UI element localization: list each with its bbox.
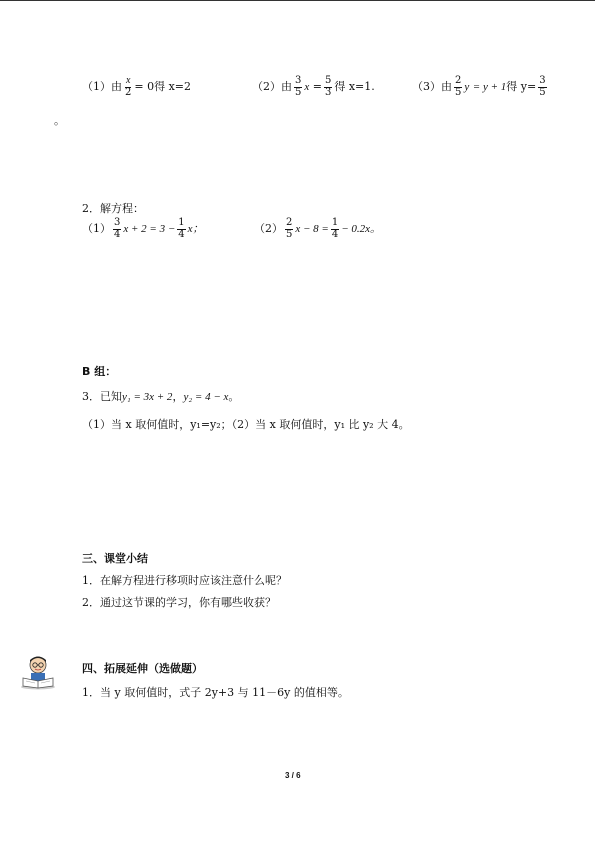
q1-part2-equals: = bbox=[312, 80, 322, 93]
fraction-denominator: 3 bbox=[324, 86, 332, 98]
page-number: 3 / 6 bbox=[285, 771, 301, 780]
fraction-numerator: x bbox=[125, 75, 131, 86]
q1-part3-variable: y bbox=[464, 81, 470, 93]
q3-parts: （1）当 x 取何值时，y₁=y₂；（2）当 x 取何值时，y₁ 比 y₂ 大 4。 bbox=[82, 418, 410, 431]
q2-part2-prefix: （2） bbox=[254, 222, 283, 235]
q2-part2 bbox=[254, 218, 381, 240]
fraction-numerator: 2 bbox=[286, 217, 293, 228]
q1-part2-prefix: （2）由 bbox=[252, 80, 292, 93]
q2-part2-fraction2 bbox=[331, 218, 339, 240]
fraction-denominator: 5 bbox=[286, 228, 293, 240]
summary-item-2: 2．通过这节课的学习，你有哪些收获？ bbox=[82, 596, 276, 609]
q1-part1-prefix: （1）由 bbox=[82, 80, 122, 93]
q2-part2-end: − 0.2x。 bbox=[341, 223, 382, 235]
q2-title: 2．解方程： bbox=[82, 202, 144, 215]
summary-item-1: 1．在解方程进行移项时应该注意什么呢？ bbox=[82, 574, 287, 587]
q3-prefix: 3．已知 bbox=[82, 390, 122, 403]
q3-separator: ， bbox=[172, 390, 184, 403]
q1-part2 bbox=[252, 76, 375, 98]
q1-part1-fraction bbox=[124, 76, 132, 98]
q1-part3-fraction2 bbox=[538, 76, 546, 98]
q2-part1-end: x； bbox=[187, 223, 204, 235]
fraction-denominator: 4 bbox=[114, 228, 121, 240]
fraction-denominator: 5 bbox=[455, 86, 462, 98]
fraction-denominator: 5 bbox=[295, 86, 302, 98]
fraction-numerator: 1 bbox=[331, 217, 339, 228]
q1-part1-equals: = 0 bbox=[134, 80, 155, 93]
q2-part1-expression: x + 2 = 3 − bbox=[123, 223, 176, 235]
q2-part1 bbox=[82, 218, 204, 240]
q2-part2-expression: x − 8 = bbox=[295, 223, 329, 235]
q1-part3-suffix: 得 y= bbox=[506, 80, 537, 93]
q2-part1-fraction bbox=[113, 218, 121, 240]
fraction-denominator: 5 bbox=[539, 86, 546, 98]
q1-part2-variable: x bbox=[304, 81, 310, 93]
fraction-denominator: 4 bbox=[331, 228, 339, 240]
group-b-title: B 组： bbox=[82, 365, 117, 378]
q1-part2-fraction bbox=[294, 76, 302, 98]
q1-part3-fraction bbox=[454, 76, 462, 98]
fraction-denominator: 4 bbox=[178, 228, 185, 240]
summary-title: 三、课堂小结 bbox=[82, 552, 148, 565]
q2-part1-fraction2 bbox=[177, 218, 185, 240]
q3-equation-1: y₁ = 3x + 2 bbox=[122, 391, 173, 403]
q1-part1 bbox=[82, 76, 191, 98]
top-border bbox=[0, 0, 595, 1]
fraction-numerator: 3 bbox=[114, 217, 121, 228]
q1-part3 bbox=[412, 76, 549, 98]
q3-end: 。 bbox=[228, 390, 240, 403]
fraction-numerator: 5 bbox=[324, 75, 332, 86]
q1-part1-suffix: 得 x=2 bbox=[154, 80, 192, 93]
q3-statement bbox=[82, 388, 239, 404]
extension-item-1: 1．当 y 取何值时，式子 2y+3 与 11－6y 的值相等。 bbox=[82, 686, 349, 699]
fraction-numerator: 3 bbox=[539, 75, 546, 86]
fraction-numerator: 3 bbox=[295, 75, 302, 86]
q1-part3-equals: = y + 1 bbox=[472, 81, 507, 93]
fraction-numerator: 1 bbox=[178, 217, 185, 228]
q3-equation-2: y₂ = 4 − x bbox=[183, 391, 229, 403]
fraction-numerator: 2 bbox=[455, 75, 462, 86]
fraction-denominator: 2 bbox=[125, 86, 132, 98]
q1-part2-fraction2 bbox=[324, 76, 332, 98]
q1-part3-prefix: （3）由 bbox=[412, 80, 452, 93]
q2-part2-fraction bbox=[285, 218, 293, 240]
q1-trailing-period: 。 bbox=[54, 114, 65, 127]
q1-part2-suffix: 得 x=1. bbox=[334, 80, 375, 93]
extension-title: 四、拓展延伸（选做题） bbox=[82, 662, 203, 675]
q2-part1-prefix: （1） bbox=[82, 222, 111, 235]
reading-person-icon bbox=[18, 654, 58, 690]
